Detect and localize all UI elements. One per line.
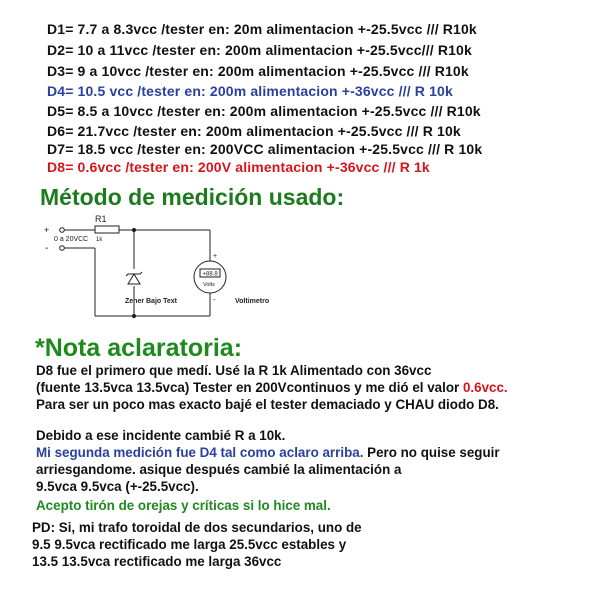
- input-terminal-minus: [60, 246, 65, 251]
- plus-terminal-label: +: [44, 225, 50, 235]
- resistor-r1: [95, 226, 119, 233]
- paragraph2-line2-rest: Pero no quise seguir: [363, 445, 500, 460]
- resistor-label: R1: [95, 214, 107, 224]
- paragraph1-line2-text: (fuente 13.5vca 13.5vca) Tester en 200Vcontinuos y me dió el valor: [36, 380, 463, 395]
- paragraph3-line3: 13.5 13.5vca rectificado me larga 36vcc: [32, 554, 282, 569]
- meter-plus-label: +: [213, 253, 218, 260]
- meter-unit: Volts: [203, 282, 215, 288]
- zener-diode: [126, 272, 142, 284]
- paragraph3-line1: PD: Si, mi trafo toroidal de dos secundarios, uno de: [32, 520, 362, 535]
- measurement-d1: D1= 7.7 a 8.3vcc /tester en: 20m alimentacion +-25.5vcc /// R10k: [47, 21, 477, 37]
- minus-terminal-label: -: [45, 243, 49, 254]
- paragraph1-line2: [36, 380, 508, 395]
- method-title: Método de medición usado:: [40, 184, 345, 210]
- measurement-d8: D8= 0.6vcc /tester en: 200V alimentacion +-36vcc /// R 1k: [47, 159, 430, 175]
- circuit-diagram: [40, 214, 340, 324]
- input-terminal-plus: [60, 228, 65, 233]
- paragraph2-line5: Acepto tirón de orejas y críticas si lo hice mal.: [36, 498, 331, 513]
- meter-label: Voltimetro: [235, 298, 270, 305]
- note-title: *Nota aclaratoria:: [35, 334, 243, 362]
- measurement-d6: D6= 21.7vcc /tester en: 200m alimentacion +-25.5vcc /// R 10k: [47, 123, 461, 139]
- measurement-d7: D7= 18.5 vcc /tester en: 200VCC alimentacion +-25.5vcc /// R 10k: [47, 141, 483, 157]
- measurement-d2: D2= 10 a 11vcc /tester en: 200m alimentacion +-25.5vcc/// R10k: [47, 42, 472, 58]
- source-label: 0 a 20VCC: [54, 236, 89, 243]
- measurement-d3: D3= 9 a 10vcc /tester en: 200m alimentacion +-25.5vcc /// R10k: [47, 63, 469, 79]
- measurement-d4: D4= 10.5 vcc /tester en: 200m alimentacion +-36vcc /// R 10k: [47, 83, 453, 99]
- zener-label: Zener Bajo Text: [125, 298, 177, 305]
- meter-display: +88.8: [202, 271, 218, 278]
- paragraph2-line3: arriesgandome. asique después cambié la alimentación a: [36, 462, 402, 477]
- resistor-value: 1k: [96, 237, 103, 243]
- paragraph2-line1: Debido a ese incidente cambié R a 10k.: [36, 428, 286, 443]
- paragraph2-line2: [36, 445, 500, 460]
- paragraph1-line1: D8 fue el primero que medí. Usé la R 1k Alimentado con 36vcc: [36, 363, 432, 378]
- measurement-d5: D5= 8.5 a 10vcc /tester en: 200m alimentacion +-25.5vcc /// R10k: [47, 103, 481, 119]
- paragraph2-line2-highlight: Mi segunda medición fue D4 tal como aclaro arriba.: [36, 445, 364, 460]
- paragraph3-line2: 9.5 9.5vca rectificado me larga 25.5vcc estables y: [32, 537, 347, 552]
- paragraph1-measured-value: 0.6vcc.: [462, 380, 508, 395]
- paragraph2-line4: 9.5vca 9.5vca (+-25.5vcc).: [36, 479, 199, 494]
- meter-minus-label: -: [213, 295, 216, 304]
- paragraph1-line3: Para ser un poco mas exacto bajé el tester demaciado y CHAU diodo D8.: [36, 397, 499, 412]
